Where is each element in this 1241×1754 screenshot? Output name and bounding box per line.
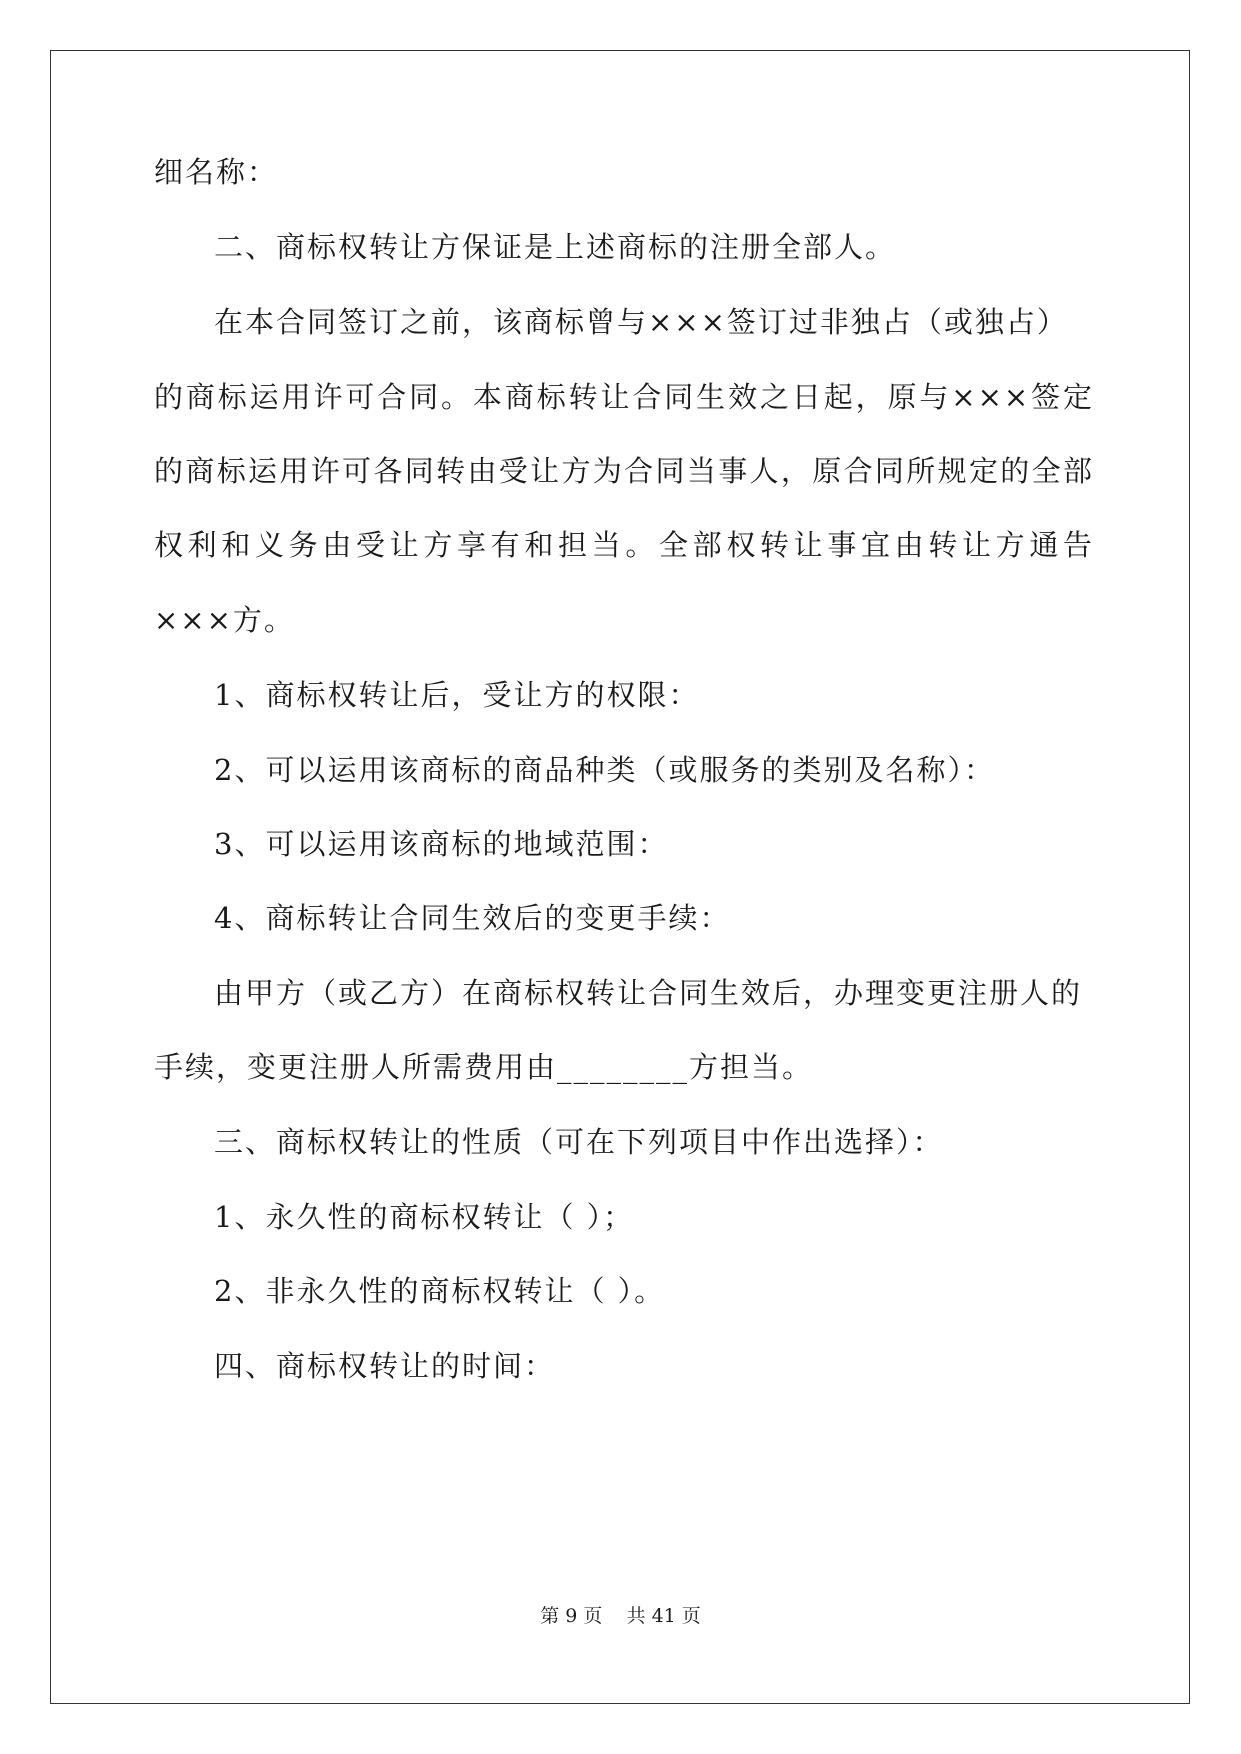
body-line: 二、商标权转让方保证是上述商标的注册全部人。: [214, 230, 897, 264]
body-line: 由甲方（或乙方）在商标权转让合同生效后，办理变更注册人的: [214, 976, 1083, 1010]
body-line: 的商标运用许可合同。本商标转让合同生效之日起，原与×××签定: [154, 380, 1094, 414]
body-line: 在本合同签订之前，该商标曾与×××签订过非独占（或独占）: [214, 305, 1068, 339]
body-line: 三、商标权转让的性质（可在下列项目中作出选择）：: [214, 1125, 944, 1159]
page-number-footer: [0, 1603, 1241, 1629]
body-line: 权利和义务由受让方享有和担当。全部权转让事宜由转让方通告: [154, 528, 1094, 562]
body-line: 1、商标权转让后，受让方的权限：: [214, 678, 700, 712]
body-line: ×××方。: [154, 603, 295, 637]
body-line: 2、可以运用该商标的商品种类（或服务的类别及名称）：: [214, 753, 995, 787]
body-line: 四、商标权转让的时间：: [214, 1349, 556, 1383]
body-line: 细名称：: [154, 155, 279, 189]
body-line: 1、永久性的商标权转让（ ）；: [214, 1200, 635, 1234]
body-line: 2、非永久性的商标权转让（ ）。: [214, 1274, 666, 1308]
body-line: 3、可以运用该商标的地域范围：: [214, 827, 669, 861]
page-border: [50, 50, 1190, 1704]
body-line: 4、商标转让合同生效后的变更手续：: [214, 901, 731, 935]
page-number-label: 第 9 页 共 41 页: [540, 1605, 701, 1627]
body-line: 的商标运用许可各同转由受让方为合同当事人，原合同所规定的全部: [154, 454, 1094, 488]
body-line: 手续，变更注册人所需费用由________方担当。: [154, 1050, 814, 1084]
